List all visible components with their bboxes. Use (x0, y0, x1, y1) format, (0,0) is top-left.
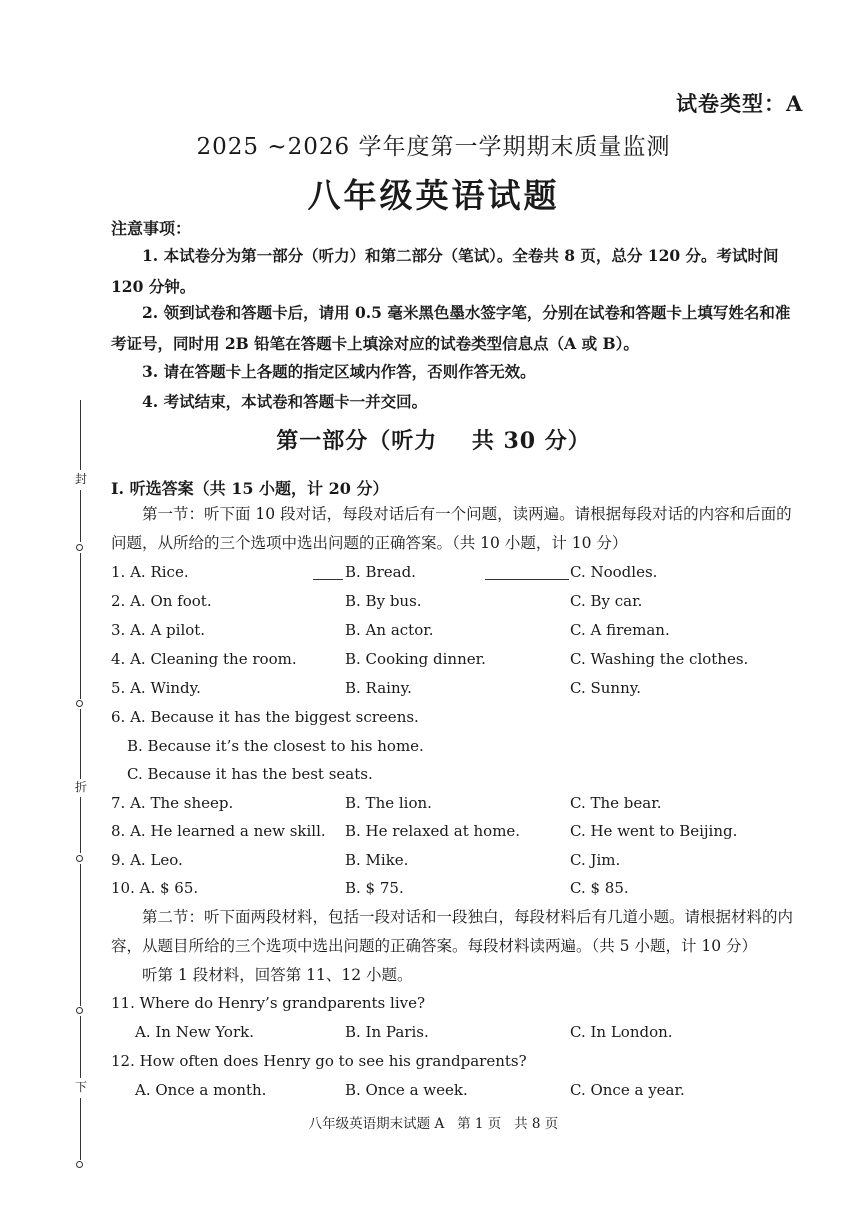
option-a: 7. A. The sheep. (111, 794, 234, 812)
margin-line-segment (80, 864, 81, 1006)
option-a: 3. A. A pilot. (111, 621, 206, 639)
option-c: C. In London. (570, 1023, 673, 1041)
margin-line-segment (80, 709, 81, 779)
note-item: 1. 本试卷分为第一部分（听力）和第二部分（笔试）。全卷共 8 页，总分 120 分。考试时间 120 分钟。 (111, 246, 779, 296)
option-b: B. Bread. (345, 563, 416, 581)
option-a: 9. A. Leo. (111, 851, 183, 869)
note-item: 2. 领到试卷和答题卡后，请用 0.5 毫米黑色墨水签字笔，分别在试卷和答题卡上填写姓名和准考证号，同时用 2B 铅笔在答题卡上填涂对应的试卷类型信息点（A 或 B）。 (111, 303, 791, 353)
option-b: B. By bus. (345, 592, 422, 610)
margin-line-segment (80, 797, 81, 853)
option-c: C. Sunny. (570, 679, 641, 697)
part-one-title: 第一部分（听力 共 30 分） (276, 428, 591, 454)
option-b: B. Rainy. (345, 679, 412, 697)
option-a: 2. A. On foot. (111, 592, 212, 610)
note-item: 4. 考试结束，本试卷和答题卡一并交回。 (142, 392, 428, 411)
option-a: 8. A. He learned a new skill. (111, 822, 326, 840)
stray-line (485, 579, 569, 580)
option-a: 10. A. $ 65. (111, 879, 199, 897)
section-one-title: Ⅰ. 听选答案（共 15 小题，计 20 分） (111, 479, 389, 498)
option-b: B. Cooking dinner. (345, 650, 486, 668)
margin-line-segment (80, 490, 81, 542)
option-a: A. Once a month. (135, 1081, 267, 1099)
option-c: C. Once a year. (570, 1081, 685, 1099)
margin-ring (76, 1007, 83, 1014)
option-c: C. A fireman. (570, 621, 670, 639)
question-stem: 11. Where do Henry’s grandparents live? (111, 994, 426, 1012)
question-stem: 12. How often does Henry go to see his grandparents? (111, 1052, 527, 1070)
option-c: C. He went to Beijing. (570, 822, 738, 840)
page-footer: 八年级英语期末试题 A 第 1 页 共 8 页 (308, 1116, 559, 1132)
stray-line (313, 579, 343, 580)
option-a: 6. A. Because it has the biggest screens. (111, 708, 419, 726)
margin-line-segment (80, 553, 81, 699)
section-two-instruction: 第二节：听下面两段材料，包括一段对话和一段独白，每段材料后有几道小题。请根据材料的内容，从题目所给的三个选项中选出问题的正确答案。每段材料读两遍。（共 5 小题，计 10 分） (111, 908, 794, 955)
option-a: A. In New York. (135, 1023, 254, 1041)
margin-label-seal: 封 (74, 472, 87, 486)
margin-ring (76, 700, 83, 707)
option-c: C. Washing the clothes. (570, 650, 749, 668)
option-b: B. In Paris. (345, 1023, 429, 1041)
margin-ring (76, 855, 83, 862)
material-one-label: 听第 1 段材料，回答第 11、12 小题。 (142, 966, 413, 984)
margin-label-down: 下 (74, 1080, 87, 1094)
margin-ring (76, 544, 83, 551)
option-c: C. Noodles. (570, 563, 658, 581)
exam-heading: 2025 ~2026 学年度第一学期期末质量监测 (196, 134, 671, 160)
option-a: 1. A. Rice. (111, 563, 189, 581)
note-item: 3. 请在答题卡上各题的指定区域内作答，否则作答无效。 (142, 362, 536, 381)
margin-ring (76, 1161, 83, 1168)
option-b: B. He relaxed at home. (345, 822, 521, 840)
option-b: B. $ 75. (345, 879, 404, 897)
option-c: C. The bear. (570, 794, 662, 812)
option-c: C. Because it has the best seats. (127, 765, 373, 783)
option-b: B. An actor. (345, 621, 434, 639)
margin-label-fold: 折 (74, 780, 87, 794)
option-c: C. By car. (570, 592, 643, 610)
option-a: 4. A. Cleaning the room. (111, 650, 297, 668)
option-c: C. Jim. (570, 851, 621, 869)
paper-type-label: 试卷类型：A (676, 91, 804, 116)
option-b: B. The lion. (345, 794, 432, 812)
option-b: B. Mike. (345, 851, 409, 869)
option-b: B. Because it’s the closest to his home. (127, 737, 424, 755)
section-one-instruction: 第一节：听下面 10 段对话，每段对话后有一个问题，读两遍。请根据每段对话的内容和后面的问题，从所给的三个选项中选出问题的正确答案。（共 10 小题，计 10 分） (111, 505, 792, 552)
notes-heading: 注意事项： (111, 219, 192, 238)
option-a: 5. A. Windy. (111, 679, 201, 697)
exam-title: 八年级英语试题 (307, 176, 560, 215)
option-b: B. Once a week. (345, 1081, 468, 1099)
option-c: C. $ 85. (570, 879, 629, 897)
margin-line-segment (80, 1016, 81, 1078)
